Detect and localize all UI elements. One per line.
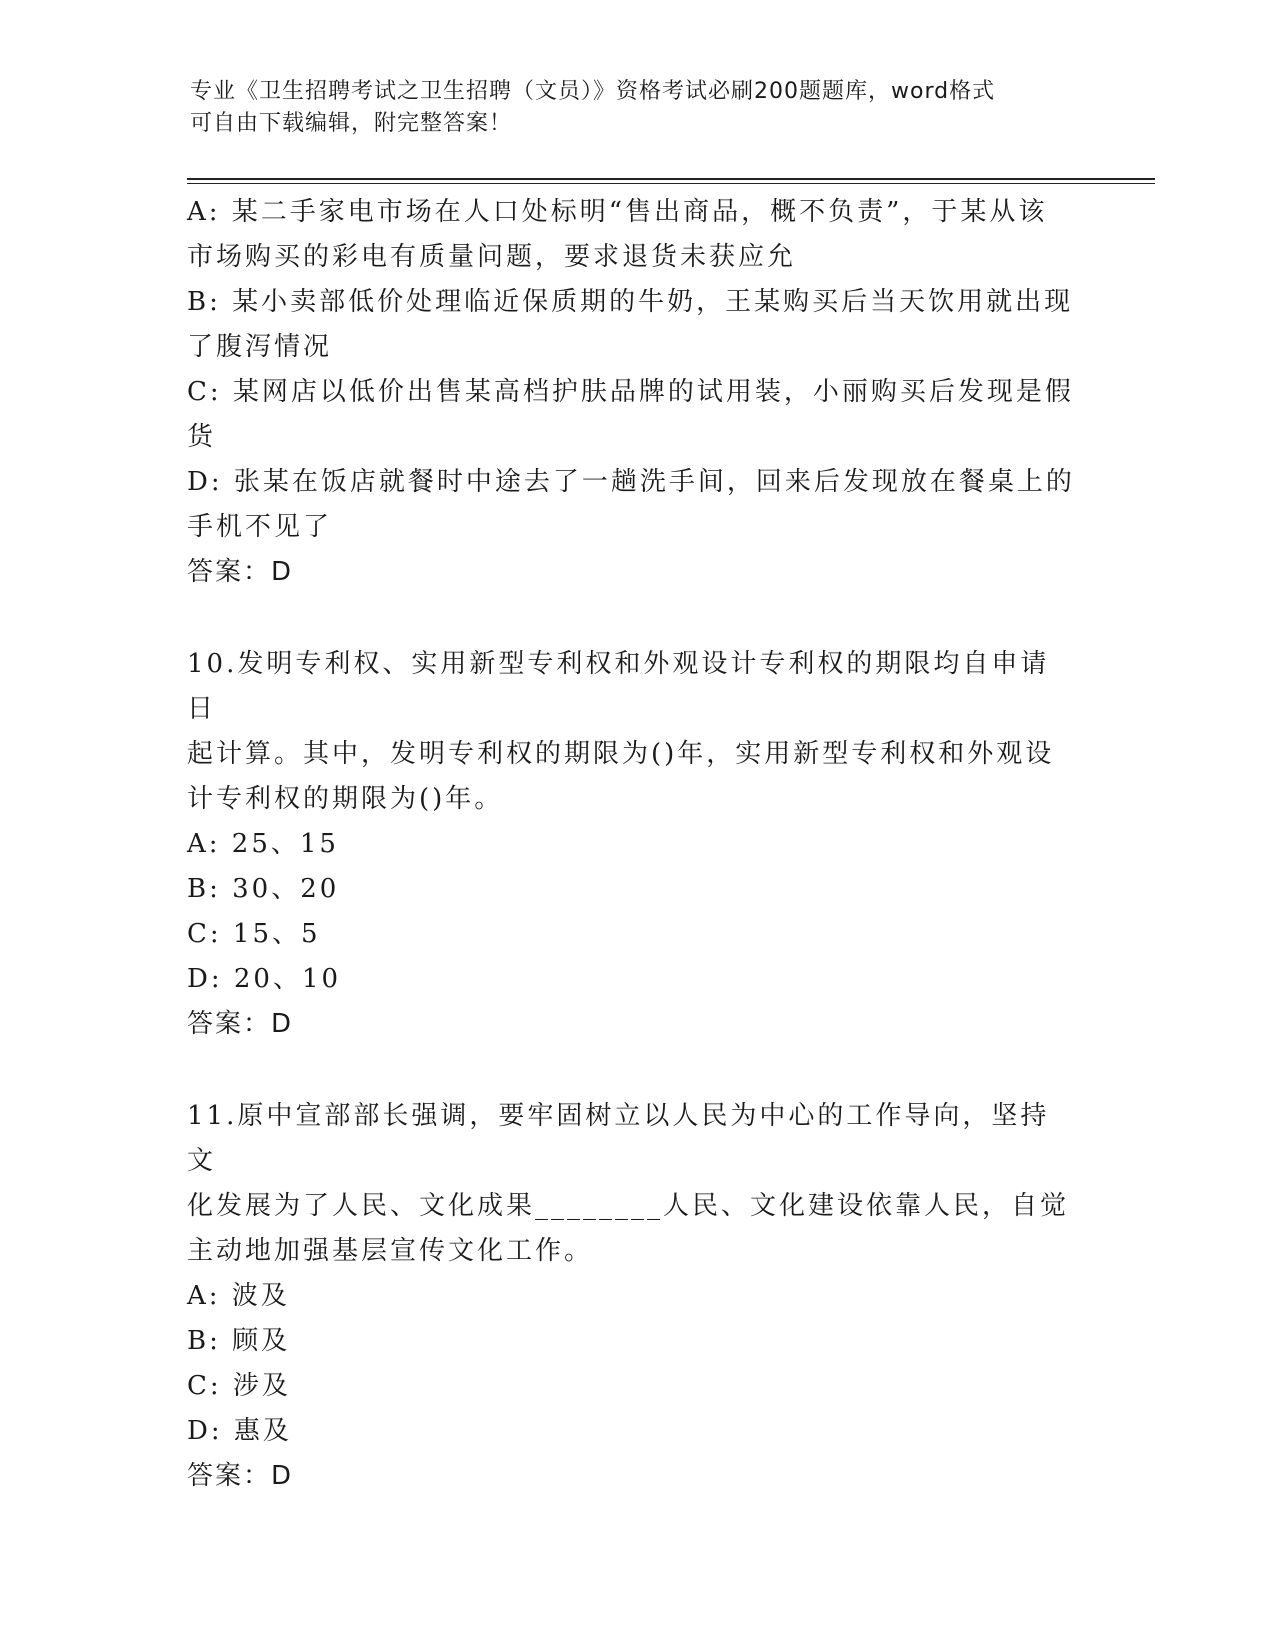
document-header [190,76,1070,140]
question-11 [187,1094,1077,1499]
q9-option-d-line-1: D: 张某在饭店就餐时中途去了一趟洗手间，回来后发现放在餐桌上的 [187,467,1075,497]
q9-option-b-line-2: 了腹泻情况 [187,332,333,362]
q9-option-a-line-1: A: 某二手家电市场在人口处标明“售出商品，概不负责”，于某从该 [187,197,1048,227]
q9-option-d-line-2: 手机不见了 [187,512,333,542]
q10-stem-line-2: 起计算。其中，发明专利权的期限为()年，实用新型专利权和外观设 [187,739,1055,769]
q10-stem-line-1: 10.发明专利权、实用新型专利权和外观设计专利权的期限均自申请日 [187,649,1050,724]
header-line-2: 可自由下载编辑，附完整答案！ [190,111,513,136]
q11-option-d: D: 惠及 [187,1416,292,1446]
question-spacer [187,1047,1077,1094]
q10-option-c: C: 15、5 [187,919,321,949]
q9-option-c-line-2: 货 [187,422,217,452]
q9-option-c-line-1: C: 某网店以低价出售某高档护肤品牌的试用装，小丽购买后发现是假 [187,377,1074,407]
q10-stem-line-3: 计专利权的期限为()年。 [187,784,504,814]
q11-option-a: A: 波及 [187,1281,290,1311]
question-spacer [187,595,1077,642]
q11-stem-line-1: 11.原中宣部部长强调，要牢固树立以人民为中心的工作导向，坚持文 [187,1101,1050,1176]
q11-option-c: C: 涉及 [187,1371,291,1401]
q10-answer: 答案：D [187,1009,294,1039]
header-rule-thick [187,178,1155,180]
q9-answer: 答案：D [187,557,294,587]
q11-stem-line-2: 化发展为了人民、文化成果________人民、文化建设依靠人民，自觉 [187,1191,1070,1221]
q11-option-b: B: 顾及 [187,1326,291,1356]
header-rule-thin [187,183,1155,184]
document-body [187,190,1077,1499]
q10-option-b: B: 30、20 [187,874,340,904]
q9-option-a-line-2: 市场购买的彩电有质量问题，要求退货未获应允 [187,242,797,272]
q11-stem-line-3: 主动地加强基层宣传文化工作。 [187,1236,594,1266]
question-10 [187,642,1077,1047]
q9-option-b-line-1: B: 某小卖部低价处理临近保质期的牛奶，王某购买后当天饮用就出现 [187,287,1074,317]
question-9 [187,190,1077,595]
q10-option-d: D: 20、10 [187,964,342,994]
header-line-1: 专业《卫生招聘考试之卫生招聘（文员）》资格考试必刷200题题库，word格式 [190,79,996,104]
q11-answer: 答案：D [187,1461,294,1491]
q10-option-a: A: 25、15 [187,829,339,859]
